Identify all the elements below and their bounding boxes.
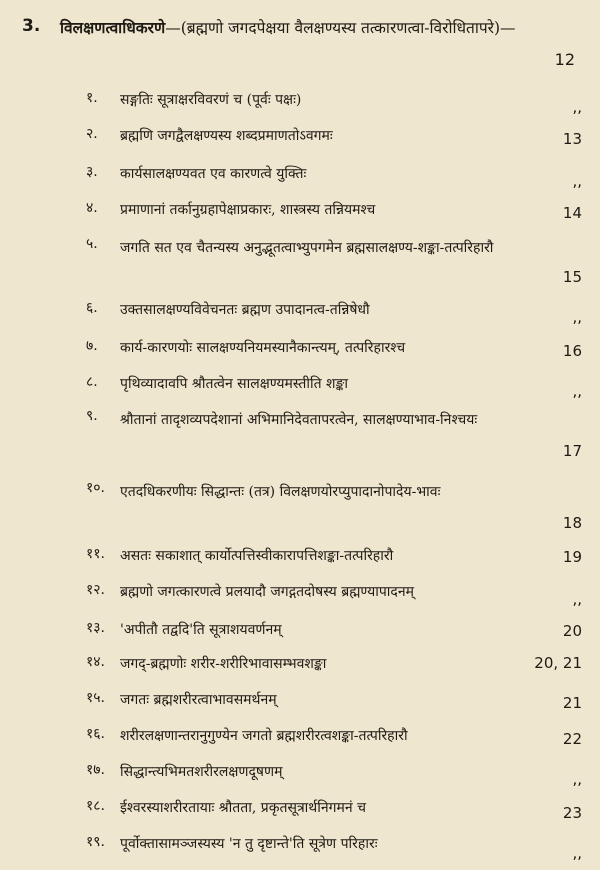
entry-number: १४. (86, 654, 106, 670)
entry-text: एतदधिकरणीयः सिद्धान्तः (तत्र) विलक्षणयोरप्युपादानोपादेय-भावः (120, 484, 441, 500)
entry-number: १८. (86, 798, 106, 814)
entry-page: 19 (562, 548, 582, 566)
entry-number: ११. (86, 546, 106, 562)
entry-text: ब्रह्मणि जगद्वैलक्षण्यस्य शब्दप्रमाणतोऽवगमः (120, 128, 333, 144)
entry-page: 15 (562, 268, 582, 286)
entry-text: असतः सकाशात् कार्योत्पत्तिस्वीकारापत्तिशङ्का-तत्परिहारौ (120, 548, 394, 564)
entry-number: ६. (86, 300, 98, 316)
entry-text: जगतः ब्रह्मशरीरत्वाभावसमर्थनम् (120, 692, 277, 708)
entry-text: ईश्वरस्याशरीरतायाः श्रौतता, प्रकृतसूत्रार्थनिगमनं च (120, 800, 366, 816)
entry-page: 16 (562, 342, 582, 360)
entry-text: श्रौतानां तादृशव्यपदेशानां अभिमानिदेवतापरत्वेन, सालक्षण्याभाव-निश्चयः (120, 412, 478, 428)
entry-number: १२. (86, 582, 106, 598)
entry-text: 'अपीतौ तद्वदि'ति सूत्राशयवर्णनम् (120, 622, 282, 638)
section-page-number: 12 (554, 50, 575, 69)
entry-text: कार्यसालक्षण्यवत एव कारणत्वे युक्तिः (120, 166, 307, 182)
entry-text: पूर्वोक्तासामञ्जस्यस्य 'न तु दृष्टान्ते'ति सूत्रेण परिहारः (120, 836, 378, 852)
entry-text: जगति सत एव चैतन्यस्य अनुद्भूतत्वाभ्युपगमेन ब्रह्मसालक्षण्य-शङ्का-तत्परिहारौ (120, 240, 494, 256)
entry-page: 14 (562, 204, 582, 222)
entry-page: 21 (562, 694, 582, 712)
entry-page: ,, (572, 590, 582, 608)
entry-page: 13 (562, 130, 582, 148)
entry-number: ५. (86, 236, 98, 252)
section-number: 3. (22, 16, 41, 36)
entry-text: उक्तसालक्षण्यविवेचनतः ब्रह्मण उपादानत्व-तन्निषेधौ (120, 302, 370, 318)
section-title (60, 14, 540, 42)
entry-text: सङ्गतिः सूत्राक्षरविवरणं च (पूर्वः पक्षः) (120, 92, 302, 108)
entry-page: ,, (572, 382, 582, 400)
entry-text: प्रमाणानां तर्कानुग्रहापेक्षाप्रकारः, शास्त्रस्य तन्नियमश्च (120, 202, 376, 218)
entry-page: ,, (572, 770, 582, 788)
section-title-rest: —(ब्रह्मणो जगदपेक्षया वैलक्षण्यस्य तत्कारणत्वा-विरोधितापरे)— (165, 19, 516, 37)
entry-page: 18 (562, 514, 582, 532)
entry-number: १०. (86, 480, 106, 496)
entry-number: १६. (86, 726, 106, 742)
entry-text: सिद्धान्त्यभिमतशरीरलक्षणदूषणम् (120, 764, 283, 780)
entry-text: कार्य-कारणयोः सालक्षण्यनियमस्यानैकान्त्यम्, तत्परिहारश्च (120, 340, 406, 356)
entry-number: ४. (86, 200, 98, 216)
entry-number: ३. (86, 164, 98, 180)
entry-page: 20 (562, 622, 582, 640)
entry-number: १५. (86, 690, 106, 706)
entry-text: ब्रह्मणो जगत्कारणत्वे प्रलयादौ जगद्गतदोषस्य ब्रह्मण्यापादनम् (120, 584, 414, 600)
entry-number: १७. (86, 762, 106, 778)
entry-page: ,, (572, 308, 582, 326)
entry-page: 22 (562, 730, 582, 748)
entry-number: २. (86, 126, 98, 142)
entry-number: ८. (86, 374, 98, 390)
entry-page: 20, 21 (534, 654, 582, 672)
entry-page: ,, (572, 844, 582, 862)
entry-page: 17 (562, 442, 582, 460)
entry-number: १. (86, 90, 98, 106)
entry-number: १३. (86, 620, 106, 636)
entry-text: पृथिव्यादावपि श्रौतत्वेन सालक्षण्यमस्तीति शङ्का (120, 376, 349, 392)
entry-number: ७. (86, 338, 98, 354)
entry-page: ,, (572, 172, 582, 190)
entry-text: शरीरलक्षणान्तरानुगुण्येन जगतो ब्रह्मशरीरत्वशङ्का-तत्परिहारौ (120, 728, 408, 744)
entry-text: जगद्-ब्रह्मणोः शरीर-शरीरिभावासम्भवशङ्का (120, 656, 327, 672)
section-title-bold: विलक्षणत्वाधिकरणे (60, 18, 166, 37)
entry-page: ,, (572, 98, 582, 116)
entry-number: १९. (86, 834, 106, 850)
entry-number: ९. (86, 408, 98, 424)
entry-page: 23 (562, 804, 582, 822)
